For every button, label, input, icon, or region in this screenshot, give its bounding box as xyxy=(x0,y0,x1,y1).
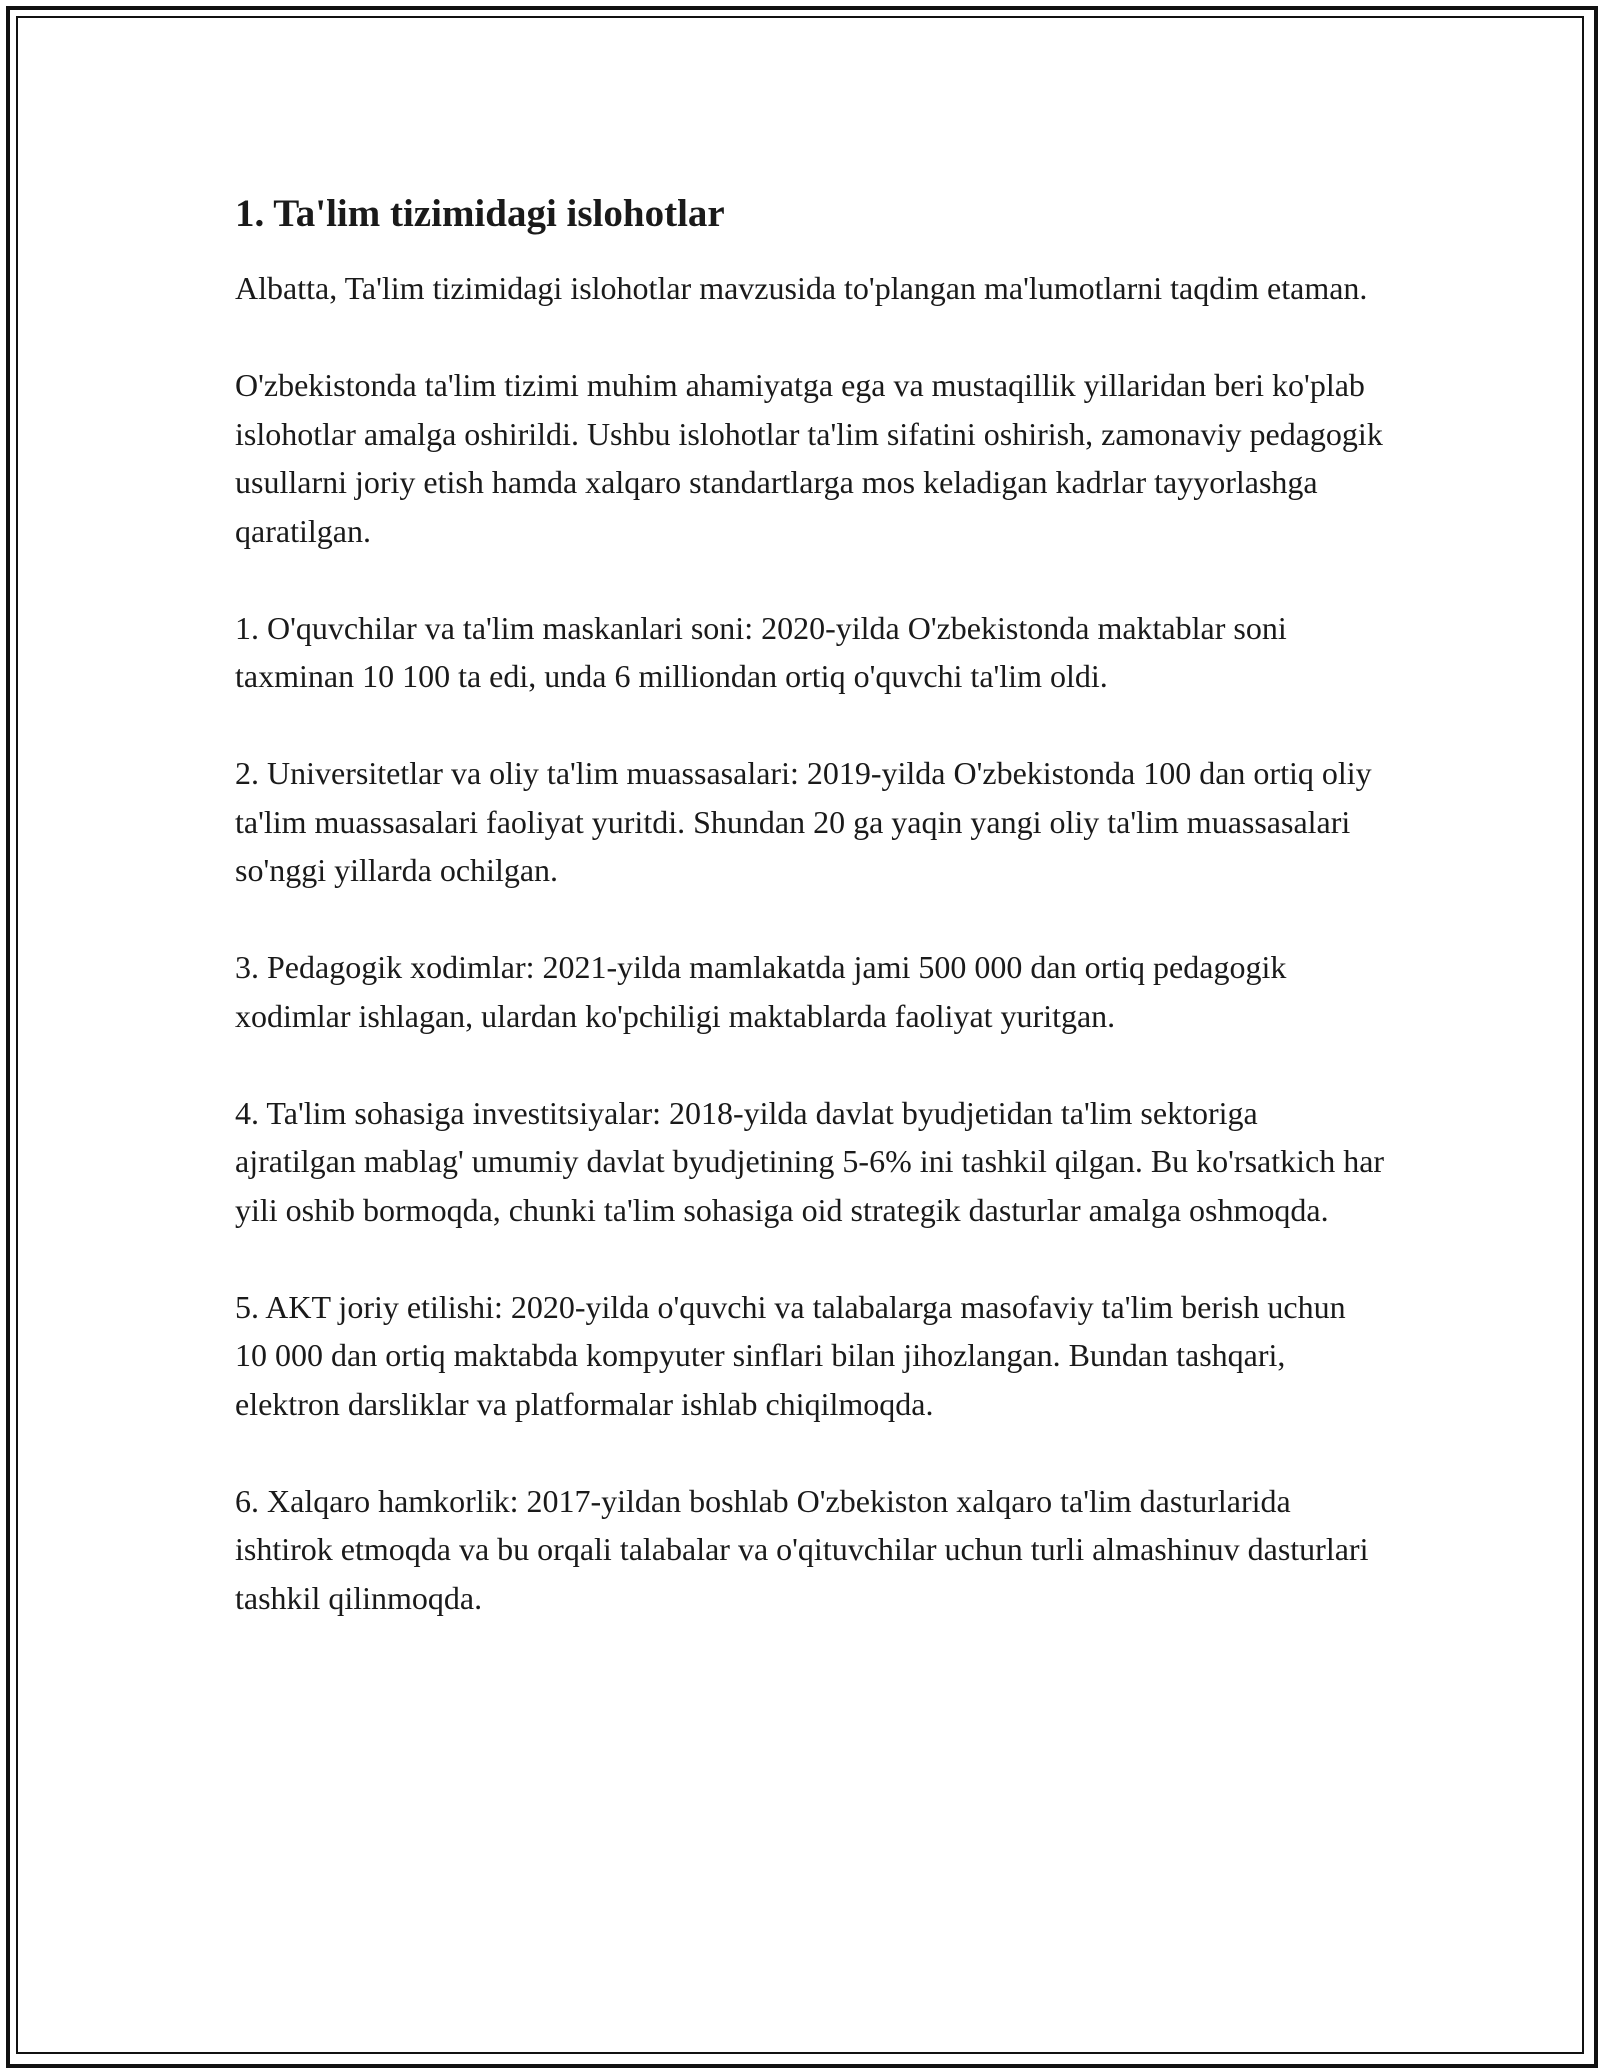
document-title: 1. Ta'lim tizimidagi islohotlar xyxy=(235,192,725,235)
intro-paragraph: Albatta, Ta'lim tizimidagi islohotlar mavzusida to'plangan ma'lumotlarni taqdim etaman. xyxy=(235,270,1368,306)
point-4-paragraph: 4. Ta'lim sohasiga investitsiyalar: 2018-yilda davlat byudjetidan ta'lim sektoriga ajratilgan mablag' umumiy davlat byudjetining 5-6% ini tashkil qilgan. Bu ko'rsatkich har yili oshib bormoqda, chunki ta'lim sohasiga oid strategik dasturlar amalga oshmoqda. xyxy=(235,1094,1385,1228)
point-1-paragraph: 1. O'quvchilar va ta'lim maskanlari soni: 2020-yilda O'zbekistonda maktablar soni taxminan 10 100 ta edi, unda 6 milliondan ortiq o'quvchi ta'lim oldi. xyxy=(235,609,1287,694)
point-2-paragraph: 2. Universitetlar va oliy ta'lim muassasalari: 2019-yilda O'zbekistonda 100 dan ortiq oliy ta'lim muassasalari faoliyat yuritdi. Shundan 20 ga yaqin yangi oliy ta'lim muassasalari so'nggi yillarda ochilgan. xyxy=(235,755,1372,888)
point-6-paragraph: 6. Xalqaro hamkorlik: 2017-yildan boshlab O'zbekiston xalqaro ta'lim dasturlarida ishtirok etmoqda va bu orqali talabalar va o'qituvchilar uchun turli almashinuv dasturlari tashkil qilinmoqda. xyxy=(235,1482,1369,1616)
document-body xyxy=(235,188,1385,1622)
overview-paragraph: O'zbekistonda ta'lim tizimi muhim ahamiyatga ega va mustaqillik yillaridan beri ko'plab islohotlar amalga oshirildi. Ushbu islohotlar ta'lim sifatini oshirish, zamonaviy pedagogik usullarni joriy etish hamda xalqaro standartlarga mos keladigan kadrlar tayyorlashga qaratilgan. xyxy=(235,367,1383,549)
point-3-paragraph: 3. Pedagogik xodimlar: 2021-yilda mamlakatda jami 500 000 dan ortiq pedagogik xodimlar ishlagan, ulardan ko'pchiligi maktablarda faoliyat yuritgan. xyxy=(235,949,1287,1034)
point-5-paragraph: 5. AKT joriy etilishi: 2020-yilda o'quvchi va talabalarga masofaviy ta'lim berish uchun 10 000 dan ortiq maktabda kompyuter sinflari bilan jihozlangan. Bundan tashqari, elektron darsliklar va platformalar ishlab chiqilmoqda. xyxy=(235,1288,1346,1422)
